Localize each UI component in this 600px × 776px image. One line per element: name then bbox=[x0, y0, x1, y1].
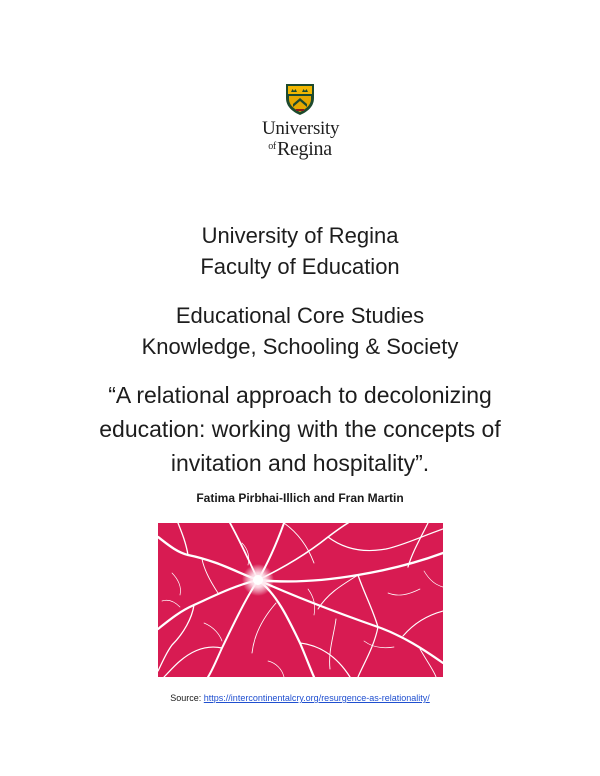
university-heading: University of Regina bbox=[201, 223, 399, 248]
wordmark-of: of bbox=[268, 141, 276, 152]
university-logo bbox=[262, 82, 338, 159]
title-line: “A relational approach to decolonizing bbox=[108, 382, 492, 408]
title-line: invitation and hospitality”. bbox=[170, 450, 430, 476]
source-link[interactable]: https://intercontinentalcry.org/resurgence-as-relationality/ bbox=[203, 693, 430, 703]
artwork-image bbox=[158, 523, 443, 677]
course-heading: Knowledge, Schooling & Society bbox=[141, 334, 459, 359]
source-label: Source: bbox=[170, 693, 202, 703]
institution-block bbox=[0, 220, 600, 282]
authors: Fatima Pirbhai-Illich and Fran Martin bbox=[196, 491, 404, 505]
faculty-heading: Faculty of Education bbox=[200, 254, 400, 279]
course-block bbox=[0, 300, 600, 362]
program-heading: Educational Core Studies bbox=[175, 303, 425, 328]
reading-title bbox=[0, 378, 600, 480]
source-credit bbox=[0, 693, 600, 703]
wordmark-regina: Regina bbox=[276, 138, 332, 160]
title-line: education: working with the concepts of bbox=[99, 416, 501, 442]
crest-icon bbox=[283, 82, 317, 116]
wordmark-university: University bbox=[262, 118, 340, 139]
university-wordmark bbox=[262, 119, 338, 159]
